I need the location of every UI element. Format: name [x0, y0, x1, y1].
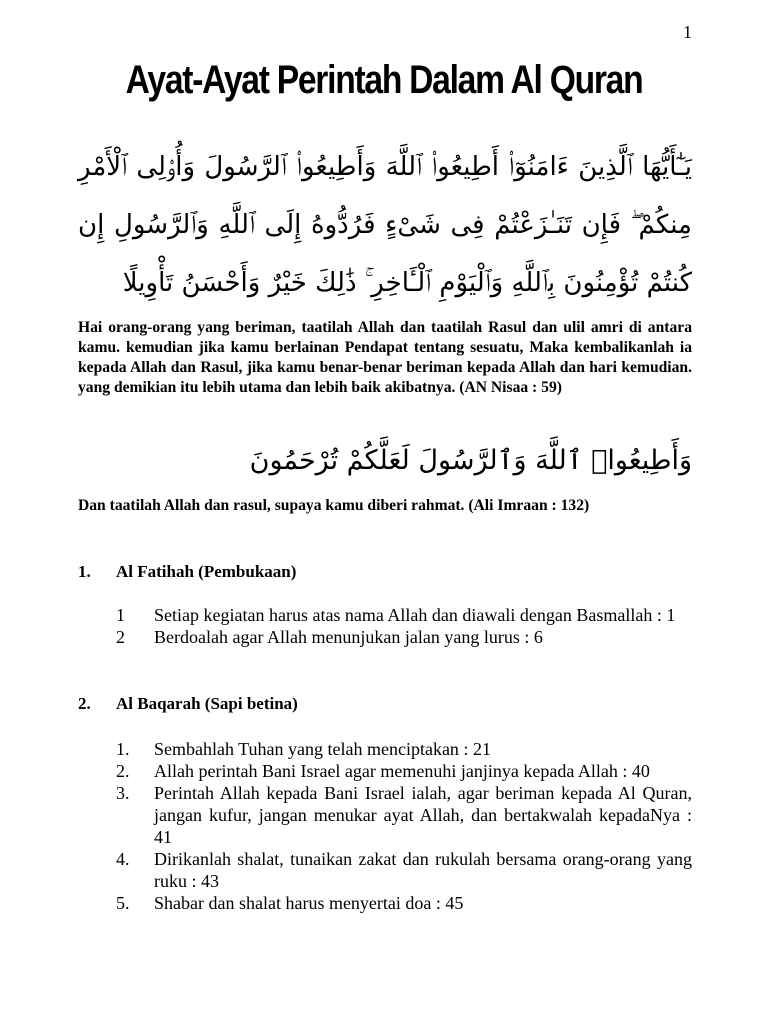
- item-text: Perintah Allah kepada Bani Israel ialah, agar beriman kepada Al Quran, jangan kufur, jangan menukar ayat Allah, dan bertakwalah kepadaNya : 41: [154, 783, 692, 847]
- list-item: [116, 626, 692, 648]
- item-text: Setiap kegiatan harus atas nama Allah dan diawali dengan Basmallah : 1: [154, 605, 676, 625]
- section-number: 2.: [78, 694, 91, 713]
- section-heading-al-baqarah: [78, 694, 692, 714]
- item-number: 5.: [116, 893, 130, 913]
- arabic-verse-ali-imraan-132: وَأَطِيعُوا۟ ٱللَّهَ وَٱلرَّسُولَ لَعَلَّكُمْ تُرْحَمُونَ: [249, 445, 692, 476]
- page-title: Ayat-Ayat Perintah Dalam Al Quran: [125, 58, 643, 102]
- item-text: Dirikanlah shalat, tunaikan zakat dan rukulah bersama orang-orang yang ruku : 43: [154, 849, 692, 891]
- section-title: Al Baqarah (Sapi betina): [116, 694, 298, 713]
- item-number: 2.: [116, 761, 130, 781]
- item-number: 1: [116, 605, 125, 625]
- list-item: [116, 848, 692, 892]
- section-list-al-fatihah: [116, 604, 692, 648]
- list-item: [116, 760, 692, 782]
- translation-nisaa-59: Hai orang-orang yang beriman, taatilah Allah dan taatilah Rasul dan ulil amri di antara kamu. kemudian jika kamu berlainan Pendapat tentang sesuatu, Maka kembalikanlah ia kepada Allah dan Rasul, jika kamu benar-benar beriman kepada Allah dan hari kemudian. yang demikian itu lebih utama dan lebih baik akibatnya. (AN Nisaa : 59): [78, 319, 692, 396]
- arabic-verse-nisaa-59: يَـٰٓأَيُّهَا ٱلَّذِينَ ءَامَنُوٓا۟ أَطِيعُوا۟ ٱللَّهَ وَأَطِيعُوا۟ ٱلرَّسُولَ وَأُو۟لِى ٱلْأَمْرِ مِنكُمْ ۖ فَإِن تَنَـٰزَعْتُمْ فِى شَىْءٍ فَرُدُّوهُ إِلَى ٱللَّهِ وَٱلرَّسُولِ إِن كُنتُمْ تُؤْمِنُونَ بِٱللَّهِ وَٱلْيَوْمِ ٱلْـَٔاخِرِ ۚ ذَٰلِكَ خَيْرٌ وَأَحْسَنُ تَأْوِيلًا: [78, 152, 692, 298]
- section-number: 1.: [78, 562, 91, 581]
- page-number: 1: [683, 22, 692, 42]
- list-item: [116, 892, 692, 914]
- item-number: 3.: [116, 783, 130, 803]
- item-text: Allah perintah Bani Israel agar memenuhi janjinya kepada Allah : 40: [154, 761, 650, 781]
- item-text: Shabar dan shalat harus menyertai doa : 45: [154, 893, 464, 913]
- item-text: Sembahlah Tuhan yang telah menciptakan : 21: [154, 739, 491, 759]
- item-text: Berdoalah agar Allah menunjukan jalan yang lurus : 6: [154, 627, 543, 647]
- list-item: [116, 782, 692, 848]
- item-number: 2: [116, 627, 125, 647]
- list-item: [116, 738, 692, 760]
- section-title: Al Fatihah (Pembukaan): [116, 562, 297, 581]
- translation-ali-imraan-132: Dan taatilah Allah dan rasul, supaya kamu diberi rahmat. (Ali Imraan : 132): [78, 497, 590, 514]
- list-item: [116, 604, 692, 626]
- item-number: 4.: [116, 849, 130, 869]
- section-list-al-baqarah: [116, 738, 692, 914]
- item-number: 1.: [116, 739, 130, 759]
- section-heading-al-fatihah: [78, 562, 692, 582]
